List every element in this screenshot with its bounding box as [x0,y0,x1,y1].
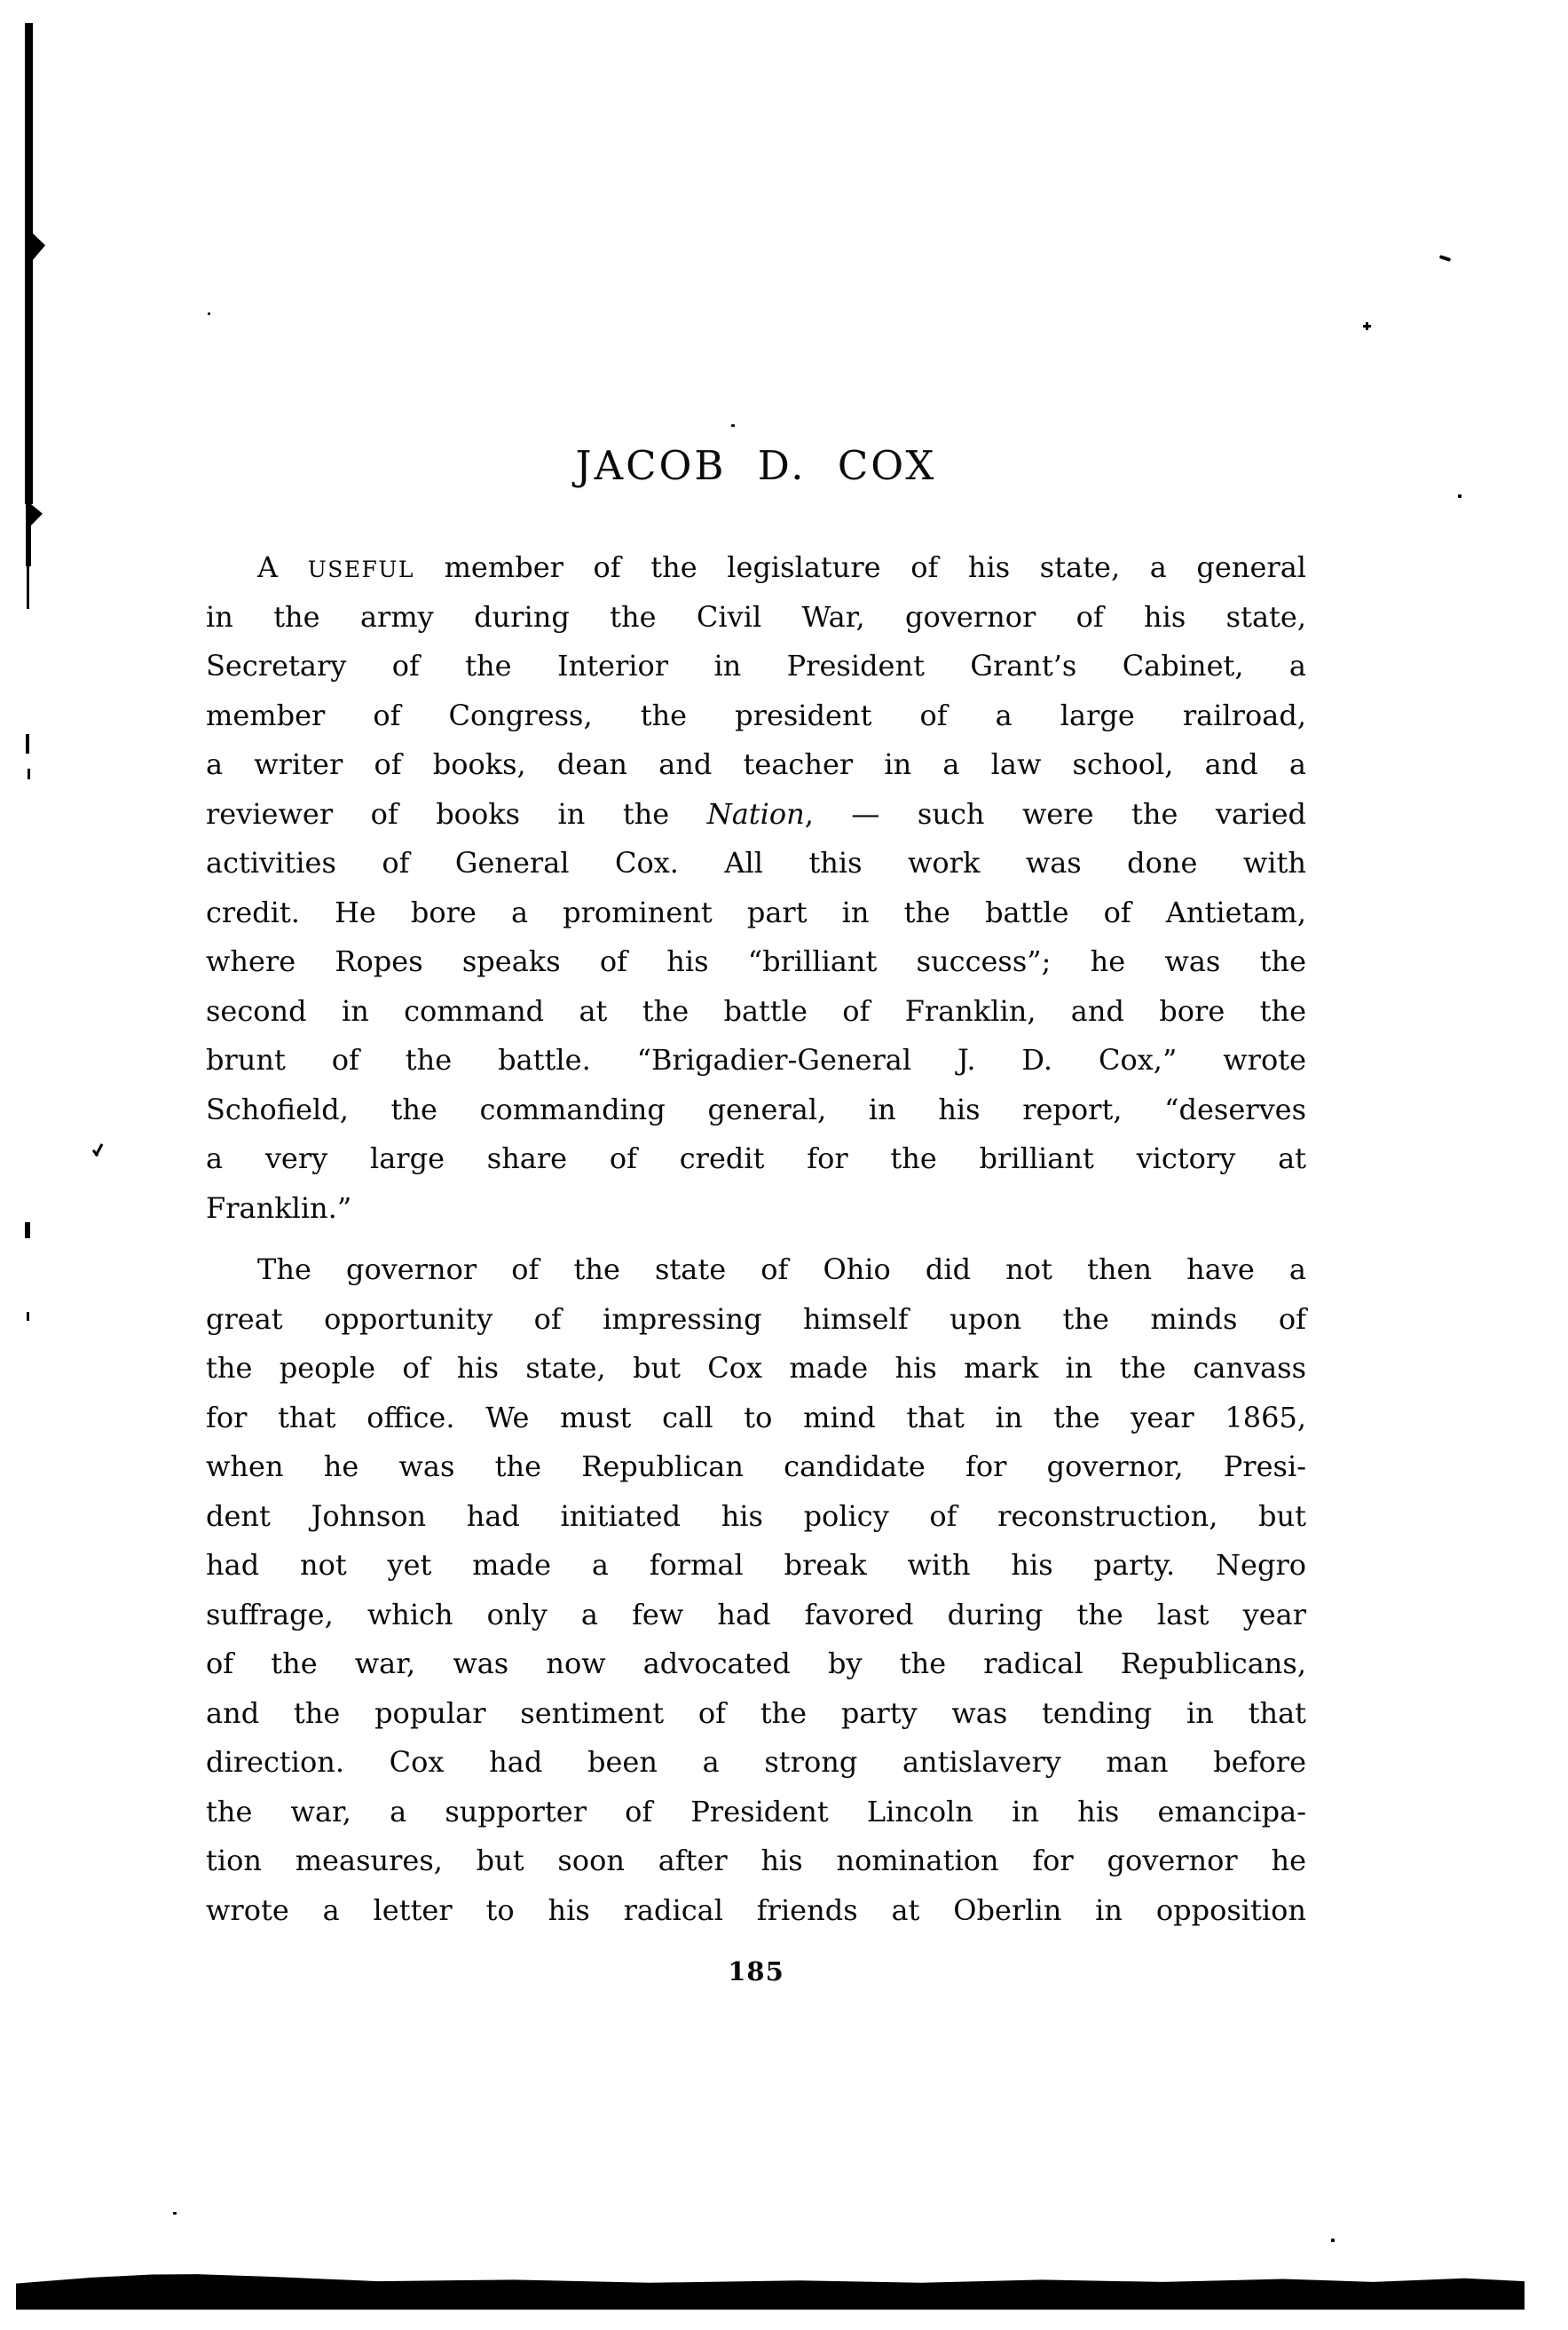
scan-artifact-left-bar-taper [27,566,29,609]
text-line: had not yet made a formal break with his party. Negro [206,1548,1306,1582]
page-text [206,543,1306,1935]
text-line: and the popular sentiment of the party was tending in that [206,1695,1306,1730]
scan-artifact-bottom-bar [16,2272,1525,2310]
text-line: the war, a supporter of President Lincoln in his emancipa- [206,1794,1306,1828]
text-line: when he was the Republican candidate for governor, Presi- [206,1449,1306,1483]
scan-speck [1331,2239,1335,2242]
text-line: credit. He bore a prominent part in the battle of Antietam, [206,895,1306,929]
scan-speck [731,424,735,427]
text-line: a very large share of credit for the brilliant victory at [206,1141,1306,1175]
page-number: 185 [728,1956,784,1986]
text-line: direction. Cox had been a strong antislavery man before [206,1745,1306,1779]
text-line: of the war, was now advocated by the radical Republicans, [206,1647,1306,1680]
scan-speck [1363,322,1371,330]
text-line: wrote a letter to his radical friends at Oberlin in opposition [206,1892,1306,1927]
text-line: Schofield, the commanding general, in his report, “deserves [206,1092,1306,1126]
italic-text: Nation [706,796,805,831]
scan-artifact-dash [27,1312,29,1321]
scan-speck [173,2212,177,2215]
scan-artifact-left-bar-taper [26,502,31,566]
scan-artifact-dash [25,1222,30,1238]
paragraph [206,543,1306,1233]
text-line: A USEFUL member of the legislature of his state, a general [257,550,1307,584]
scan-mark-checkmark [92,1141,108,1157]
text-line: great opportunity of impressing himself upon the minds of [206,1301,1306,1336]
small-caps-text: USEFUL [307,557,414,582]
text-line: member of Congress, the president of a large railroad, [206,698,1306,732]
scan-artifact-beak [32,233,45,261]
text-line: a writer of books, dean and teacher in a law school, and a [206,747,1306,781]
scan-speck [1439,255,1452,262]
text-line: activities of General Cox. All this work was done with [206,846,1306,880]
scan-speck [208,312,210,315]
scan-artifact-left-bar [25,23,33,504]
text-line: brunt of the battle. “Brigadier-General J. D. Cox,” wrote [206,1043,1306,1077]
text-line: the people of his state, but Cox made his mark in the canvass [206,1351,1306,1385]
text-line: Secretary of the Interior in President Grant’s Cabinet, a [206,649,1306,683]
chapter-title: JACOB D. COX [575,442,937,489]
text-line: tion measures, but soon after his nomination for governor he [206,1844,1306,1877]
scan-speck [1458,494,1462,498]
scan-artifact-dash [26,734,29,754]
text-line: reviewer of books in the Nation, — such were the varied [206,796,1306,831]
text-line: second in command at the battle of Franklin, and bore the [206,993,1306,1028]
text-line: The governor of the state of Ohio did not then have a [257,1252,1306,1286]
scan-artifact-beak [31,504,43,525]
text-line: dent Johnson had initiated his policy of reconstruction, but [206,1498,1306,1533]
text-line: suffrage, which only a few had favored during the last year [206,1597,1306,1631]
text-line: where Ropes speaks of his “brilliant success”; he was the [206,944,1306,978]
scan-artifact-dash [28,769,30,779]
paragraph [206,1245,1306,1935]
text-line: in the army during the Civil War, governor of his state, [206,599,1306,634]
text-line: Franklin.” [206,1190,352,1225]
text-line: for that office. We must call to mind that in the year 1865, [206,1400,1306,1434]
